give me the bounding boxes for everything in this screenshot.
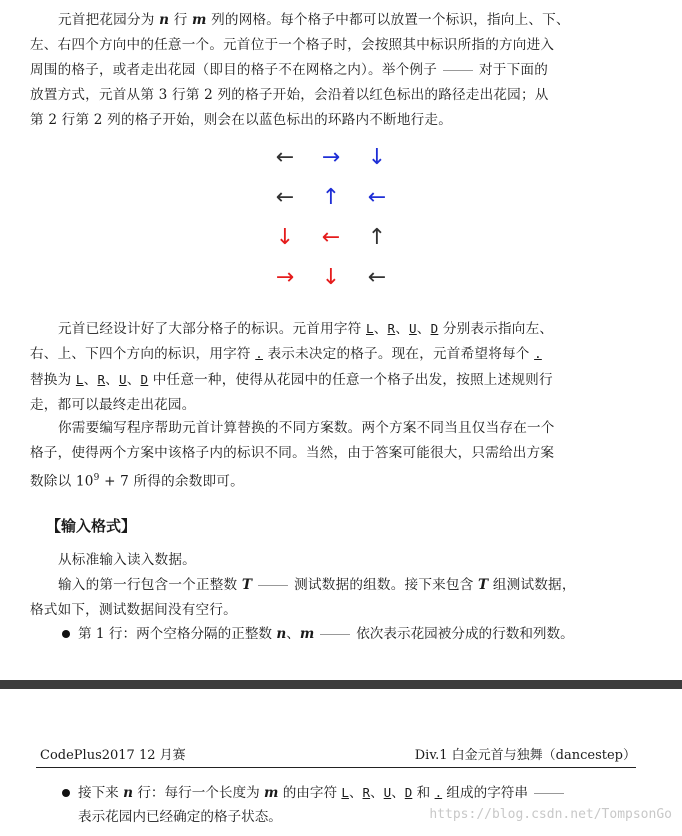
intro-paragraph: [30, 8, 634, 33]
grid-cell-r3c2: ←: [321, 225, 341, 250]
task-paragraph-cont: [30, 441, 634, 495]
input-line-2: 输入的第一行包含一个正整数 T 测试数据的组数。接下来包含 T 组测试数据，: [58, 577, 576, 593]
document-page-2: [0, 689, 682, 836]
header-rule: [36, 767, 636, 768]
intro-line-3: 周围的格子，或者走出花园（即目的格子不在网格之内）。举个例子 对于下面的: [30, 62, 548, 78]
bullet-dot: [62, 630, 70, 638]
symbols-line-1: 元首已经设计好了大部分格子的标识。元首用字符 L、R、U、D 分别表示指向左、: [58, 321, 554, 337]
arrow-grid: [262, 138, 402, 298]
input-line-3: 格式如下，测试数据间没有空行。: [30, 602, 237, 618]
page-header-right: Div.1 白金元首与独舞（dancestep）: [414, 748, 636, 763]
watermark: https://blog.csdn.net/TompsonGo: [429, 807, 672, 822]
task-line-2: 格子，使得两个方案中该格子内的标识不同。当然，由于答案可能很大，只需给出方案: [30, 445, 555, 461]
bullet-dot: [62, 789, 70, 797]
grid-cell-r3c3: ↑: [367, 225, 387, 250]
task-paragraph: [30, 416, 634, 441]
symbols-paragraph-cont: [30, 341, 634, 418]
symbols-line-4: 走，都可以最终走出花园。: [30, 397, 196, 413]
input-line-1: 从标准输入读入数据。: [58, 552, 196, 568]
input-paragraph: [30, 548, 634, 598]
page-header-left: CodePlus2017 12 月赛: [40, 748, 186, 763]
input-format-heading: 【输入格式】: [46, 517, 137, 535]
symbols-line-3: 替换为 L、R、U、D 中任意一种，使得从花园中的任意一个格子出发，按照上述规则行: [30, 372, 553, 388]
bullet-first-line: 第 1 行：两个空格分隔的正整数 n、m 依次表示花园被分成的行数和列数。: [62, 622, 574, 646]
grid-cell-r4c2: ↓: [321, 265, 341, 290]
grid-cell-r2c1: ←: [275, 185, 295, 210]
intro-line-1: 元首把花园分为 n 行 m 列的网格。每个格子中都可以放置一个标识，指向上、下、: [58, 12, 570, 28]
task-line-1: 你需要编写程序帮助元首计算替换的不同方案数。两个方案不同当且仅当存在一个: [58, 420, 555, 436]
intro-paragraph-cont: [30, 33, 634, 133]
bullet-n-lines: 接下来 n 行：每行一个长度为 m 的由字符 L、R、U、D 和 . 组成的字符串: [62, 781, 570, 805]
grid-cell-r3c1: ↓: [275, 225, 295, 250]
intro-line-5: 第 2 行第 2 列的格子开始，则会在以蓝色标出的环路内不断地行走。: [30, 112, 453, 128]
symbols-paragraph: [30, 316, 634, 342]
input-paragraph-cont: [30, 598, 634, 623]
bullet-n-lines-cont: 表示花园内已经确定的格子状态。: [78, 809, 282, 825]
intro-line-4: 放置方式，元首从第 3 行第 2 列的格子开始，会沿着以红色标出的路径走出花园；从: [30, 87, 549, 103]
grid-cell-r4c1: →: [275, 265, 295, 290]
grid-cell-r2c3: ←: [367, 185, 387, 210]
grid-cell-r1c1: ←: [275, 145, 295, 170]
grid-cell-r1c2: →: [321, 145, 341, 170]
symbols-line-2: 右、上、下四个方向的标识，用字符 . 表示未决定的格子。现在，元首希望将每个 .: [30, 346, 542, 362]
task-line-3: 数除以 $10^9 + 7$ 所得的余数即可。: [30, 473, 244, 490]
page-divider: [0, 680, 682, 689]
grid-cell-r2c2: ↑: [321, 185, 341, 210]
grid-cell-r1c3: ↓: [367, 145, 387, 170]
grid-cell-r4c3: ←: [367, 265, 387, 290]
intro-line-2: 左、右四个方向中的任意一个。元首位于一个格子时，会按照其中标识所指的方向进入: [30, 37, 555, 53]
